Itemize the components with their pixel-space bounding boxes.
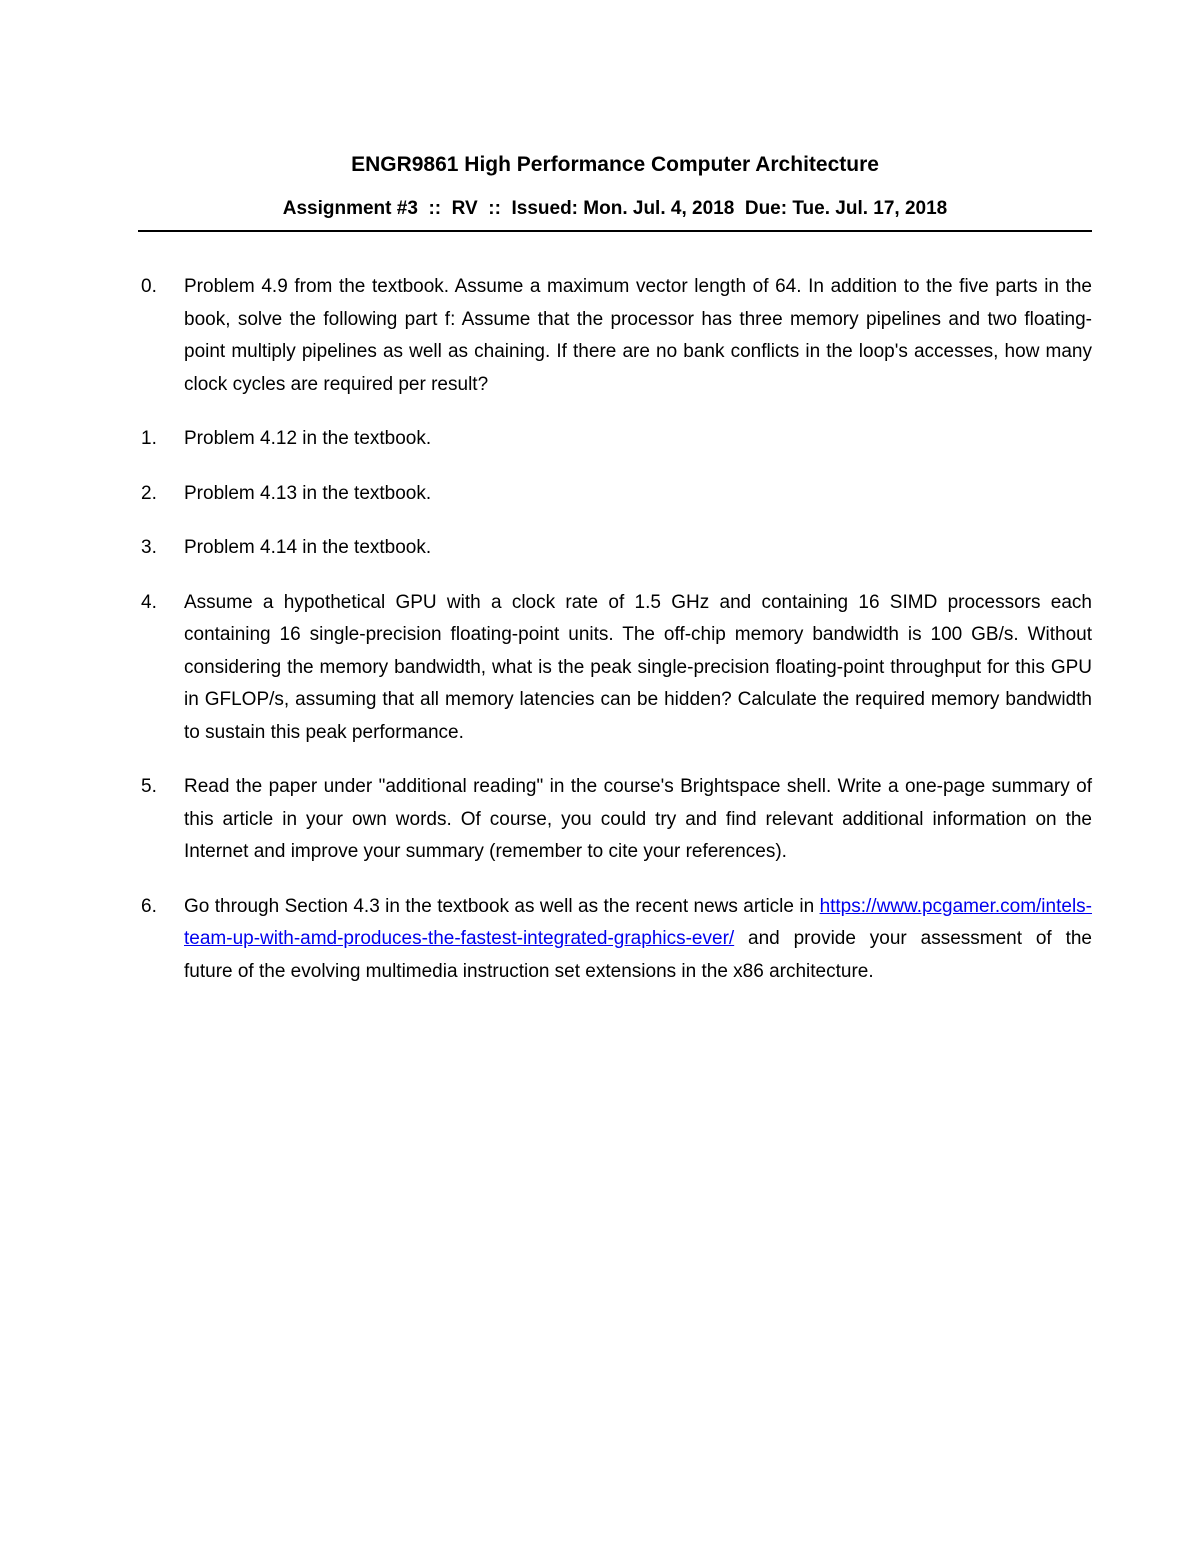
problem-text: Problem 4.9 from the textbook. Assume a maximum vector length of 64. In addition to the five parts in the book, solve the following part f: Assume that the processor has three memory pipelines and two floating-point multiply pipelines as well as chaining. If there are no bank conflicts in the loop's accesses, how many clock cycles are required per result? — [184, 276, 1092, 395]
problem-number: 3. — [141, 537, 157, 558]
news-article-link[interactable]: https://www.pcgamer.com/intels-team-up-with-amd-produces-the-fastest-integrated-graphics-ever/ — [184, 895, 1092, 949]
assignment-info: Assignment #3 :: RV :: Issued: Mon. Jul. 4, 2018 Due: Tue. Jul. 17, 2018 — [282, 198, 948, 219]
problem-text-before-link: Go through Section 4.3 in the textbook as well as the recent news article in — [184, 895, 820, 917]
problem-text: Assume a hypothetical GPU with a clock rate of 1.5 GHz and containing 16 SIMD processors each containing 16 single-precision floating-point units. The off-chip memory bandwidth is 100 GB/s. Without considering the memory bandwidth, what is the peak single-precision floating-point throughput for this GPU in GFLOP/s, assuming that all memory latencies can be hidden? Calculate the required memory bandwidth to sustain this peak performance. — [184, 591, 1092, 743]
problem-item-0 — [138, 271, 1092, 401]
problem-number: 5. — [141, 776, 157, 797]
problem-item-4 — [138, 587, 1092, 750]
document-title: ENGR9861 High Performance Computer Architecture — [351, 153, 879, 176]
problem-number: 0. — [141, 276, 157, 297]
problem-item-5 — [138, 771, 1092, 869]
problem-text — [184, 891, 1092, 989]
problem-number: 1. — [141, 428, 157, 449]
problem-number: 2. — [141, 482, 157, 504]
header-divider — [138, 230, 1092, 232]
problem-item-2 — [138, 478, 1092, 511]
problem-number: 6. — [141, 895, 157, 917]
problem-text: Problem 4.12 in the textbook. — [184, 428, 432, 449]
problem-item-3 — [138, 532, 1092, 565]
problem-text: Problem 4.14 in the textbook. — [184, 537, 432, 558]
problem-list — [138, 271, 1092, 988]
problem-text: Problem 4.13 in the textbook. — [184, 482, 432, 504]
problem-item-1 — [138, 423, 1092, 456]
problem-number: 4. — [141, 591, 157, 613]
problem-item-6 — [138, 891, 1092, 989]
problem-text: Read the paper under "additional reading" in the course's Brightspace shell. Write a one-page summary of this article in your own words. Of course, you could try and find relevant additional information on the Internet and improve your summary (remember to cite your references). — [184, 776, 1092, 862]
problem-text-after-link: and provide your assessment of the future of the evolving multimedia instruction set extensions in the x86 architecture. — [184, 928, 1092, 982]
